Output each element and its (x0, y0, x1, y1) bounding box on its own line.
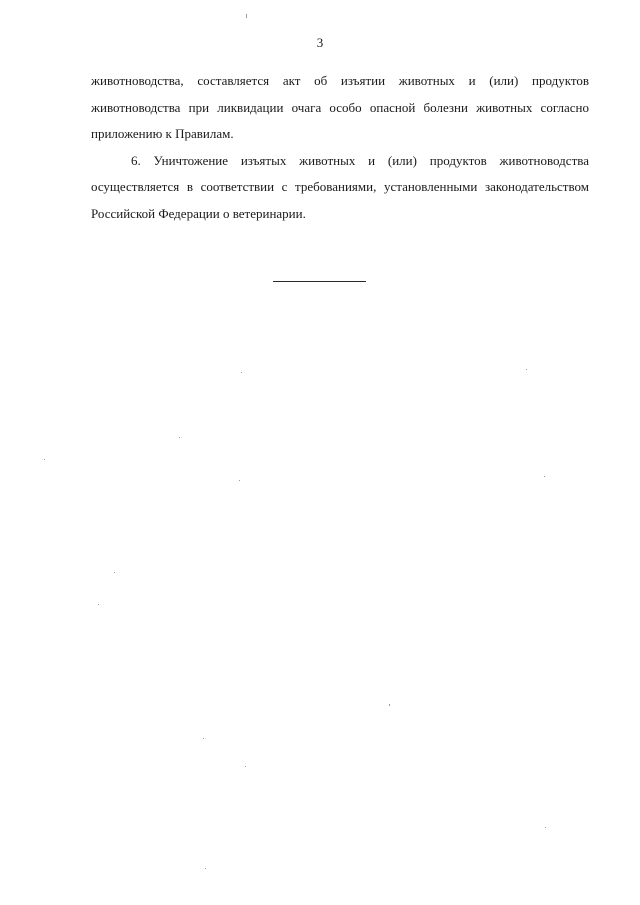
page-number: 3 (316, 35, 324, 50)
scan-speck (205, 868, 206, 869)
scan-speck (114, 572, 115, 573)
scan-speck (44, 459, 45, 460)
scan-speck (241, 372, 242, 373)
document-body (91, 68, 589, 227)
scan-speck (545, 827, 546, 828)
scan-speck (544, 476, 545, 477)
scan-speck (98, 604, 99, 605)
scan-speck (179, 437, 180, 438)
scan-speck (203, 738, 204, 739)
scan-speck (526, 369, 527, 370)
scan-speck (245, 766, 246, 767)
scan-speck (246, 14, 247, 18)
paragraph-6: 6. Уничтожение изъятых животных и (или) продуктов животноводства осуществляется в соответствии с требованиями, установленными законодательством Российской Федерации о ветеринарии. (91, 152, 589, 221)
end-separator-line (273, 281, 366, 282)
scan-speck (239, 480, 240, 481)
paragraph-continued: животноводства, составляется акт об изъятии животных и (или) продуктов животноводства при ликвидации очага особо опасной болезни животных согласно приложению к Правилам. (91, 73, 589, 141)
scan-speck (389, 704, 390, 706)
